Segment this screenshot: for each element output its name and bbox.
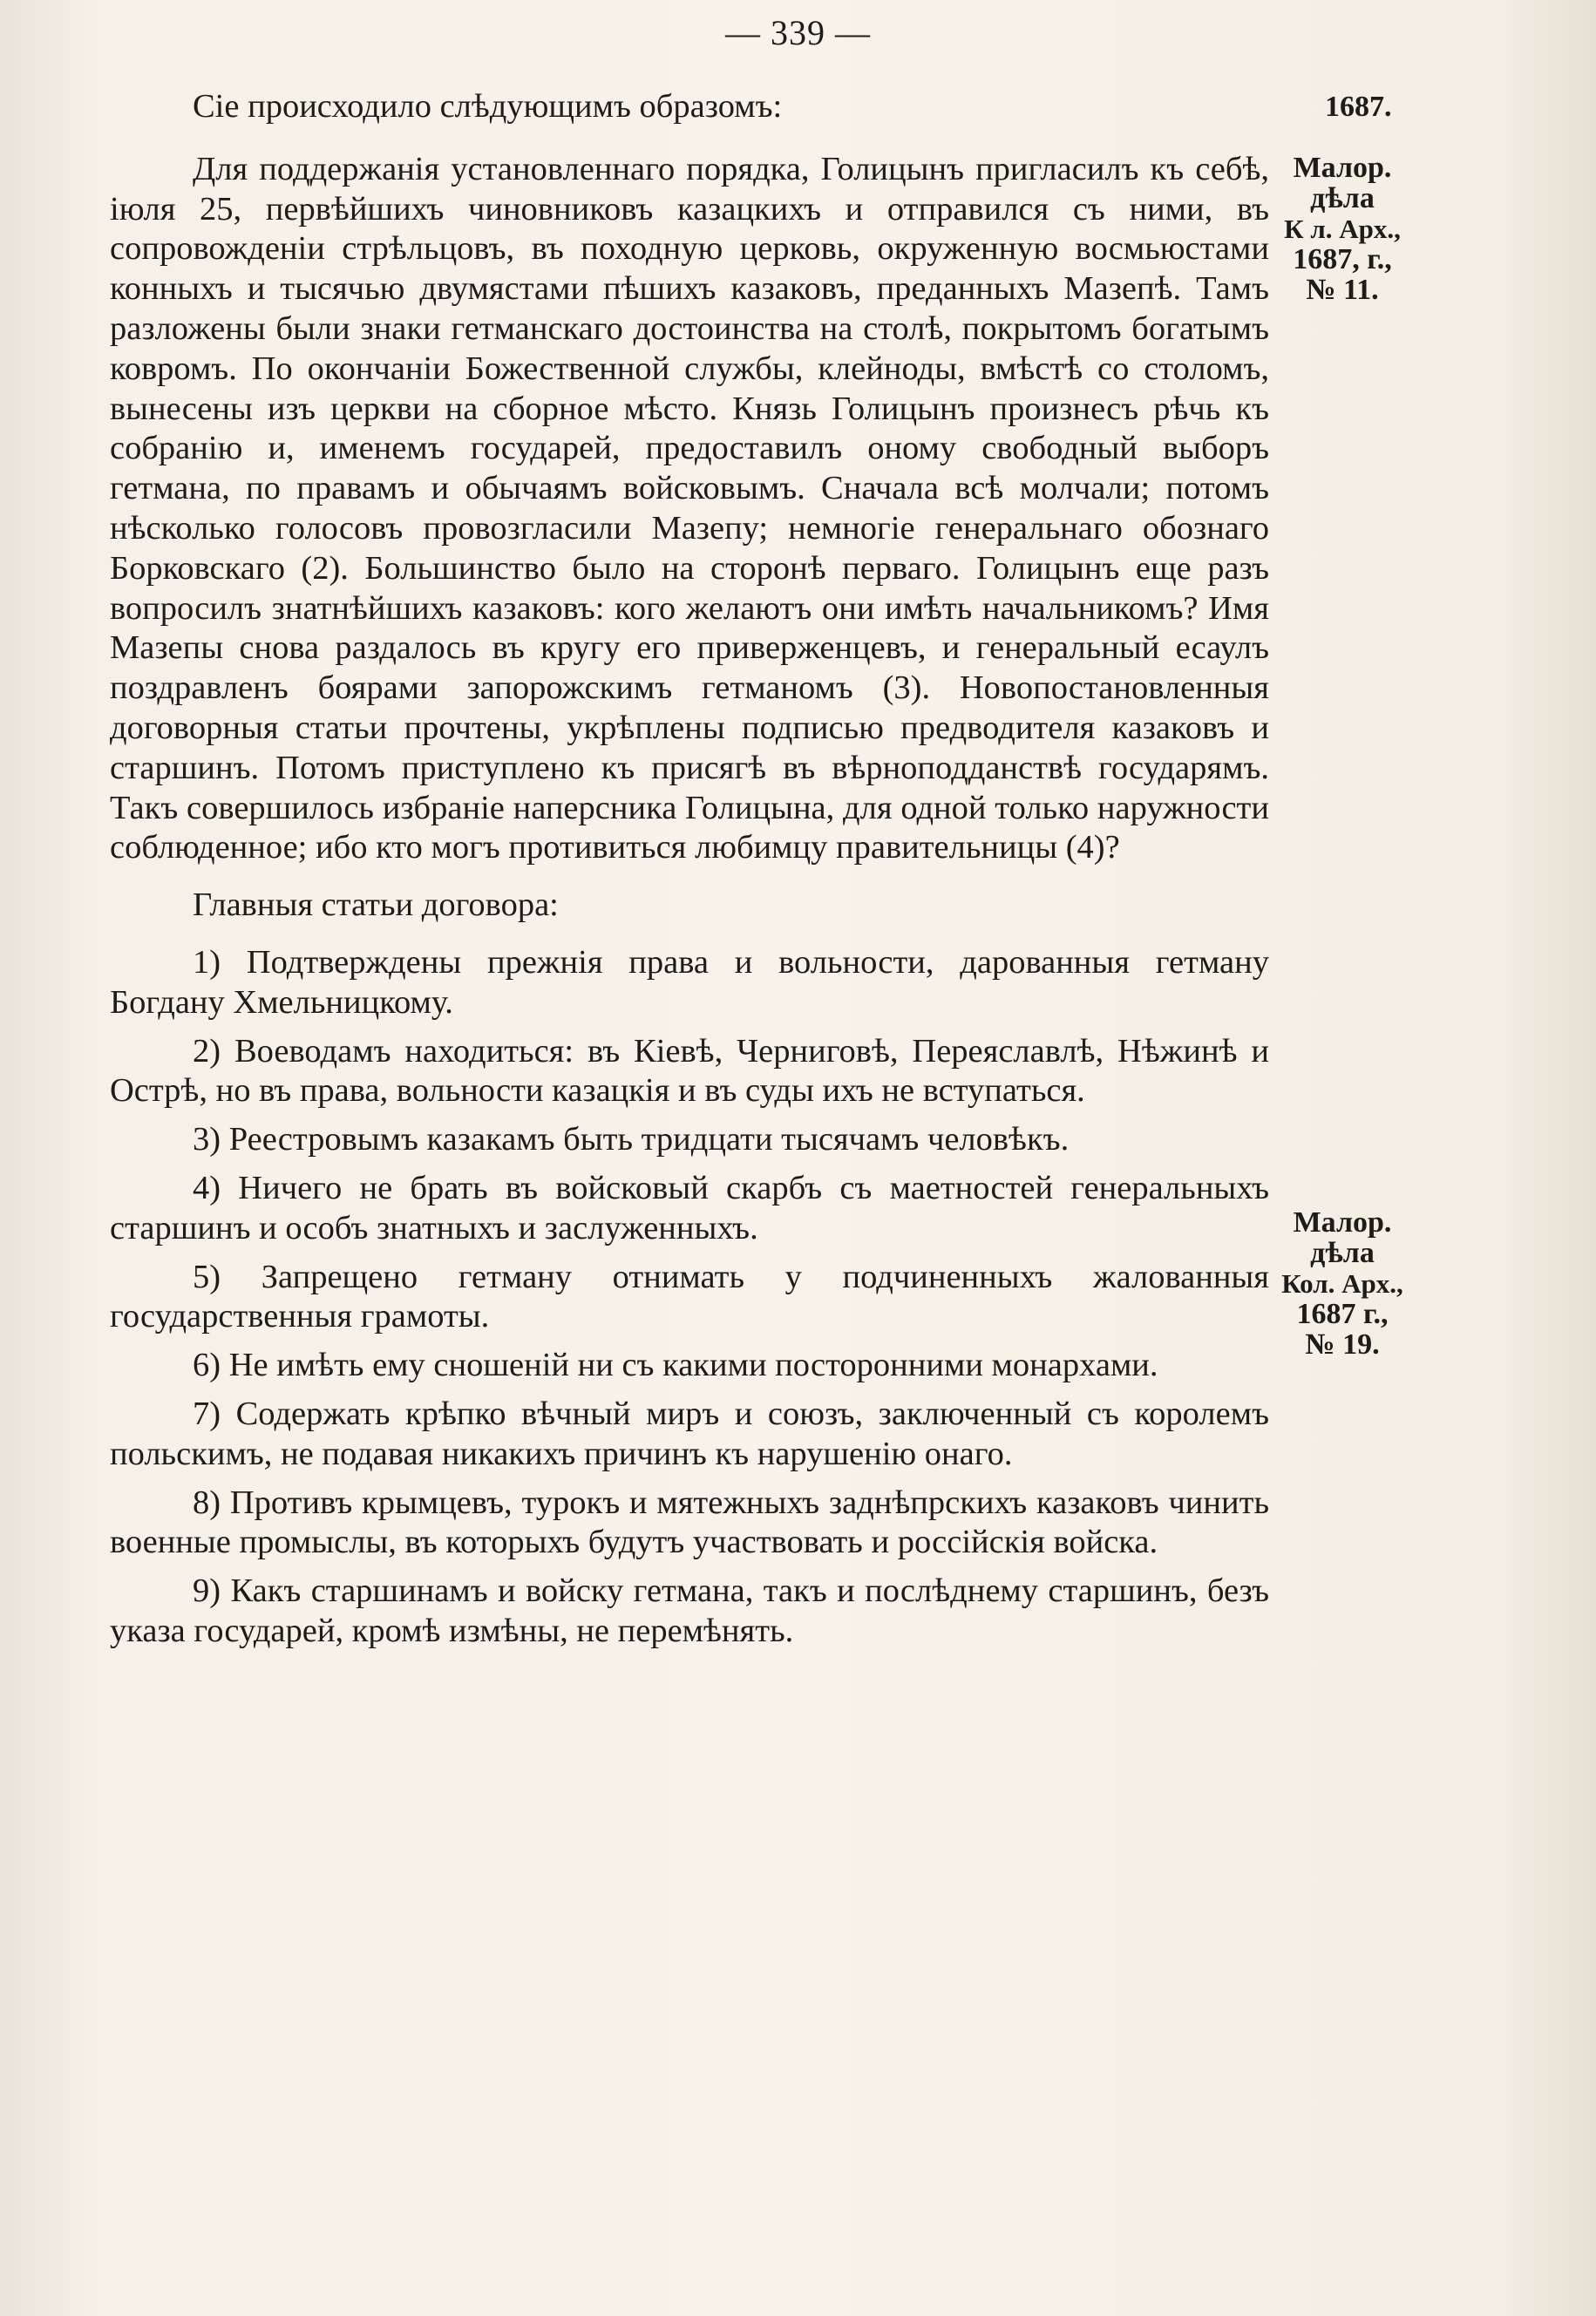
margin-note-line: К л. Арх., bbox=[1284, 214, 1401, 244]
margin-note-line: Кол. Арх., bbox=[1281, 1268, 1403, 1299]
margin-note-line: дѣла bbox=[1310, 1237, 1375, 1269]
article-item: 1) Подтверждены прежнія права и вольности, дарованныя гетману Богдану Хмельницкому. bbox=[110, 943, 1269, 1021]
margin-note-line: дѣла bbox=[1310, 182, 1375, 214]
margin-note-line: Малор. bbox=[1293, 152, 1392, 184]
articles-list bbox=[110, 943, 1269, 1652]
article-item: 9) Какъ старшинамъ и войску гетмана, такъ и послѣднему старшинъ, безъ указа государей, кромѣ измѣны, не перемѣнять. bbox=[110, 1572, 1269, 1649]
article-item: 8) Противъ крымцевъ, турокъ и мятежныхъ заднѣпрскихъ казаковъ чинить военные промыслы, въ которыхъ будутъ участвовать и россійскія войска. bbox=[110, 1484, 1269, 1561]
margin-note-archive-11 bbox=[1255, 153, 1430, 305]
article-item: 7) Содержать крѣпко вѣчный миръ и союзъ, заключенный съ королемъ польскимъ, не подавая никакихъ причинъ къ нарушенію онаго. bbox=[110, 1395, 1269, 1472]
intro-sentence: Сіе происходило слѣдующимъ образомъ: bbox=[193, 88, 783, 125]
main-text bbox=[110, 87, 1269, 1652]
article-item: 4) Ничего не брать въ войсковый скарбъ съ маетностей генеральныхъ старшинъ и особъ знатныхъ и заслуженныхъ. bbox=[110, 1169, 1269, 1246]
election-paragraph: Для поддержанія установленнаго порядка, Голицынъ пригласилъ къ себѣ, іюля 25, первѣйшихъ чиновниковъ казацкихъ и отправился съ ними, въ сопровожденіи стрѣльцовъ, въ походную церковь, окруженную восмьюстами конныхъ и тысячью двумястами пѣшихъ казаковъ, преданныхъ Мазепѣ. Тамъ разложены были знаки гетманскаго достоинства на столѣ, покрытомъ богатымъ ковромъ. По окончаніи Божественной службы, клейноды, вмѣстѣ со столомъ, вынесены изъ церкви на сборное мѣсто. Князь Голицынъ произнесъ рѣчь къ собранію и, именемъ государей, предоставилъ оному свободный выборъ гетмана, по правамъ и обычаямъ войсковымъ. Сначала всѣ молчали; потомъ нѣсколько голосовъ провозгласили Мазепу; немногіе генеральнаго обознаго Борковскаго (2). Большинство было на сторонѣ перваго. Голицынъ еще разъ вопросилъ знатнѣйшихъ казаковъ: кого желаютъ они имѣть начальникомъ? Имя Мазепы снова раздалось въ кругу его приверженцевъ, и генеральный есаулъ поздравленъ боярами запорожскимъ гетманомъ (3). Новопостановленныя договорныя статьи прочтены, укрѣплены подписью предводителя казаковъ и старшинъ. Потомъ приступлено къ присягѣ въ вѣрноподданствѣ государямъ. Такъ совершилось избраніе наперсника Голицына, для одной только наружности соблюденное; ибо кто могъ противиться любимцу правительницы (4)? bbox=[110, 150, 1269, 866]
margin-year: 1687. bbox=[1325, 91, 1392, 123]
margin-note-line: 1687 г., bbox=[1296, 1298, 1389, 1330]
margin-note-line: 1687, г., bbox=[1293, 243, 1392, 275]
articles-heading: Главныя статьи договора: bbox=[193, 886, 559, 924]
article-item: 5) Запрещено гетману отнимать у подчиненныхъ жалованныя государственныя грамоты. bbox=[110, 1258, 1269, 1335]
margin-note-archive-19 bbox=[1255, 1207, 1430, 1360]
article-item: 3) Реестровымъ казакамъ быть тридцати тысячамъ человѣкъ. bbox=[193, 1121, 1070, 1158]
margin-note-line: № 19. bbox=[1305, 1328, 1380, 1361]
margin-note-line: № 11. bbox=[1306, 274, 1379, 306]
page-number: — 339 — bbox=[725, 13, 871, 52]
margin-note-line: Малор. bbox=[1293, 1206, 1392, 1239]
article-item: 6) Не имѣть ему сношеній ни съ какими посторонними монархами. bbox=[193, 1347, 1158, 1384]
article-item: 2) Воеводамъ находиться: въ Кіевѣ, Черниговѣ, Переяславлѣ, Нѣжинѣ и Острѣ, но въ права, вольности казацкія и въ суды ихъ не вступаться. bbox=[110, 1032, 1269, 1110]
